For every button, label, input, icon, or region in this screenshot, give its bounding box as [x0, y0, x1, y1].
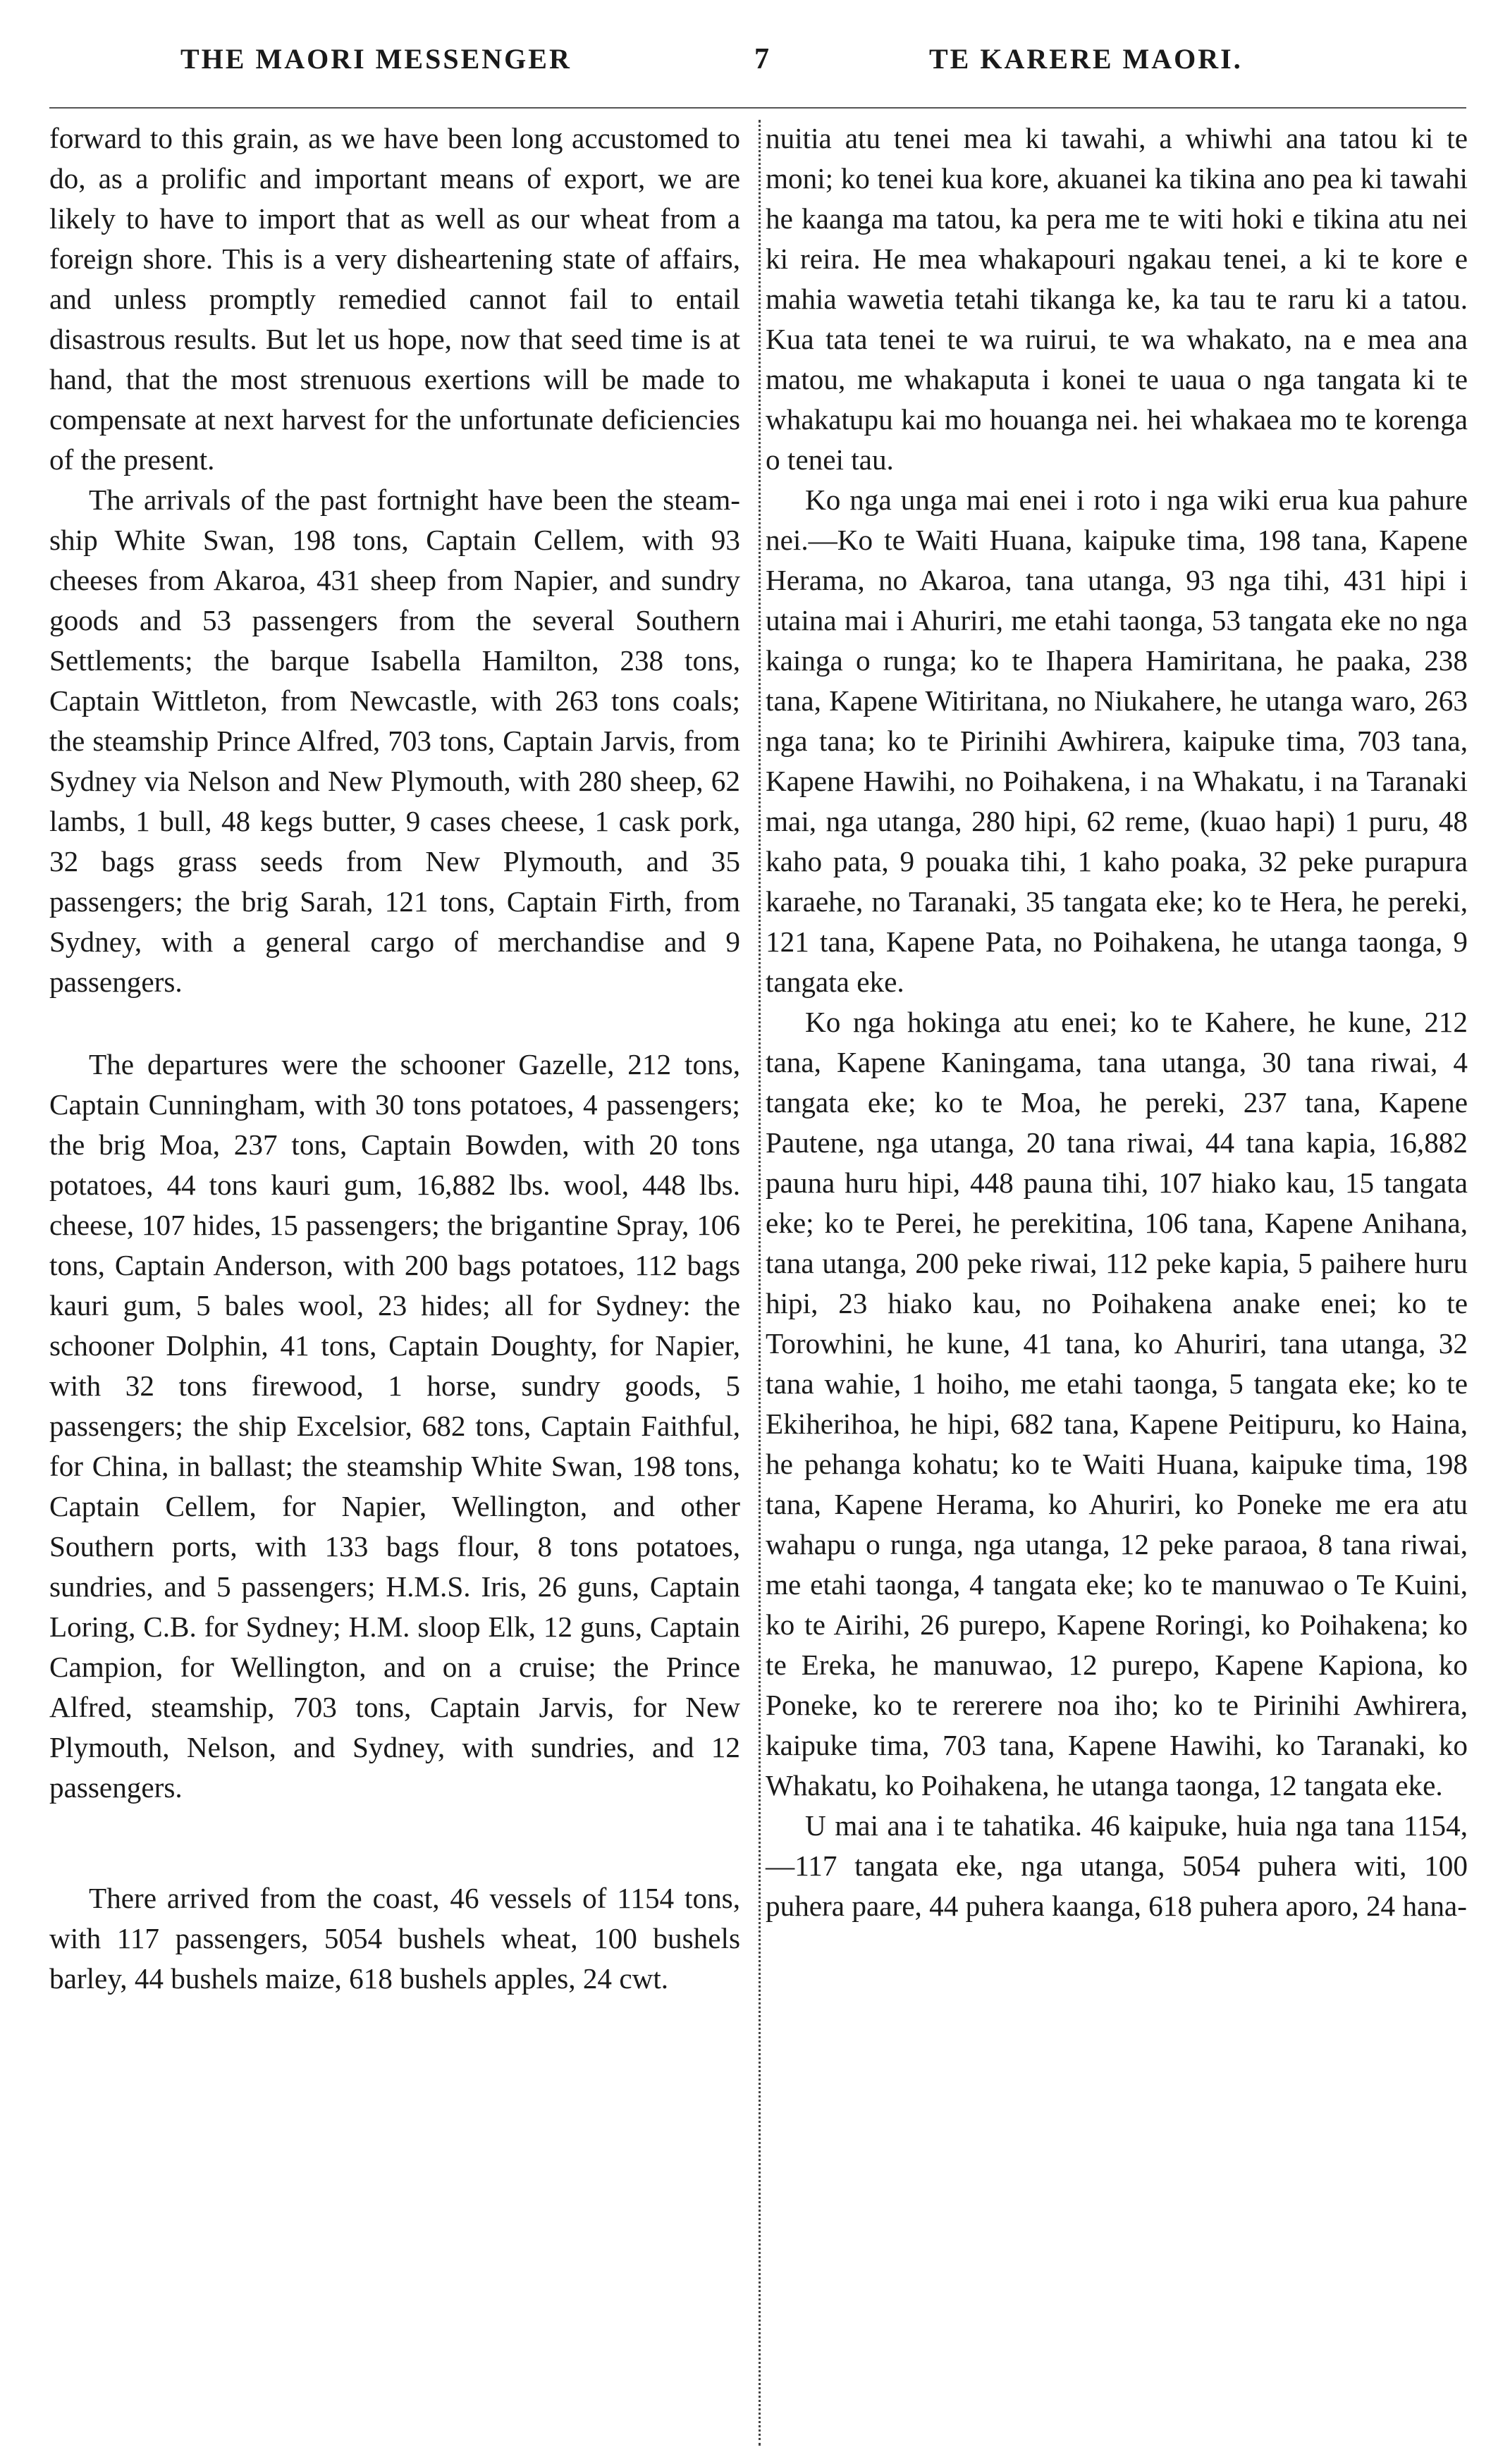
column-divider [759, 120, 761, 2446]
english-masthead: THE MAORI MESSENGER [180, 43, 572, 75]
maori-column [766, 118, 1468, 1926]
english-paragraph-arrivals: The arrivals of the past fortnight have been the steam-ship White Swan, 198 tons, Captain Cellem, with 93 cheeses from Akaroa, 431 sheep from Napier, and sundry goods and 53 passengers from the several Southern Settlements; the barque Isabella Hamilton, 238 tons, Captain Wittleton, from Newcastle, with 263 tons coals; the steamship Prince Alfred, 703 tons, Captain Jarvis, from Sydney via Nelson and New Plymouth, with 280 sheep, 62 lambs, 1 bull, 48 kegs butter, 9 cases cheese, 1 cask pork, 32 bags grass seeds from New Plymouth, and 35 passengers; the brig Sarah, 121 tons, Captain Firth, from Sydney, with a general cargo of merchandise and 9 passengers. [49, 483, 740, 998]
english-paragraph-grain: forward to this grain, as we have been long accustomed to do, as a prolific and important means of export, we are likely to have to import that as well as our wheat from a foreign shore. This is a very disheartening state of affairs, and unless promptly remedied cannot fail to entail disastrous results. But let us hope, now that seed time is at hand, that the most strenuous exertions will be made to compensate at next harvest for the unfortunate deficiencies of the present. [49, 122, 740, 476]
maori-paragraph-kaanga: nuitia atu tenei mea ki tawahi, a whiwhi ana tatou ki te moni; ko tenei kua kore, akuanei ka tikina ano pea ki tawahi he kaanga ma tatou, ka pera me te witi hoki e tikina atu nei ki reira. He mea whakapouri ngakau tenei, a ki te kore e mahia wawetia tetahi tikanga ke, ka tau te raru ki a tatou. Kua tata tenei te wa ruirui, te wa whakato, na e mea ana matou, me whakaputa i konei te uaua o nga tangata ki te whakatupu kai mo houanga nei. hei whakaea mo te korenga o tenei tau. [766, 122, 1468, 476]
header-rule [49, 107, 1466, 109]
page-header [0, 42, 1510, 92]
maori-masthead: TE KARERE MAORI. [929, 43, 1243, 75]
english-paragraph-departures: The departures were the schooner Gazelle, 212 tons, Captain Cunningham, with 30 tons potatoes, 4 passengers; the brig Moa, 237 tons, Captain Bowden, with 20 tons potatoes, 44 tons kauri gum, 16,882 lbs. wool, 448 lbs. cheese, 107 hides, 15 passengers; the brigantine Spray, 106 tons, Captain Anderson, with 200 bags potatoes, 112 bags kauri gum, 5 bales wool, 23 hides; all for Sydney: the schooner Dolphin, 41 tons, Captain Doughty, for Napier, with 32 tons firewood, 1 horse, sundry goods, 5 passengers; the ship Excelsior, 682 tons, Captain Faithful, for China, in ballast; the steamship White Swan, 198 tons, Captain Cellem, for Napier, Wellington, and other Southern ports, with 133 bags flour, 8 tons potatoes, sundries, and 5 passengers; H.M.S. Iris, 26 guns, Captain Loring, C.B. for Sydney; H.M. sloop Elk, 12 guns, Captain Campion, for Wellington, and on a cruise; the Prince Alfred, steamship, 703 tons, Captain Jarvis, for New Plymouth, Nelson, and Sydney, with sundries, and 12 passengers. [49, 1048, 740, 1804]
maori-paragraph-unga: Ko nga unga mai enei i roto i nga wiki erua kua pahure nei.—Ko te Waiti Huana, kaipuke tima, 198 tana, Kapene Herama, no Akaroa, tana utanga, 93 nga tihi, 431 hipi i utaina mai i Ahuriri, me etahi taonga, 53 tangata eke no nga kainga o runga; ko te Ihapera Hamiritana, he paaka, 238 tana, Kapene Witiritana, no Niukahere, he utanga waro, 263 nga tana; ko te Pirinihi Awhirera, kaipuke tima, 703 tana, Kapene Hawihi, no Poihakena, i na Whakatu, i na Taranaki mai, nga utanga, 280 hipi, 62 reme, (kuao hapi) 1 puru, 48 kaho pata, 9 pouaka tihi, 1 kaho poaka, 32 peke purapura karaehe, no Taranaki, 35 tangata eke; ko te Hera, he pereki, 121 tana, Kapene Pata, no Poihakena, he utanga taonga, 9 tangata eke. [766, 483, 1468, 998]
english-column [49, 118, 740, 1999]
maori-paragraph-tahatika: U mai ana i te tahatika. 46 kaipuke, huia nga tana 1154,—117 tangata eke, nga utanga, 5054 puhera witi, 100 puhera paare, 44 puhera kaanga, 618 puhera aporo, 24 hana- [766, 1809, 1468, 1922]
page-number: 7 [754, 43, 769, 75]
english-paragraph-coastal: There arrived from the coast, 46 vessels of 1154 tons, with 117 passengers, 5054 bushels wheat, 100 bushels barley, 44 bushels maize, 618 bushels apples, 24 cwt. [49, 1882, 740, 1995]
maori-paragraph-hokinga: Ko nga hokinga atu enei; ko te Kahere, he kune, 212 tana, Kapene Kaningama, tana utanga, 30 tana riwai, 4 tangata eke; ko te Moa, he pereki, 237 tana, Kapene Pautene, nga utanga, 20 tana riwai, 44 tana kapia, 16,882 pauna huru hipi, 448 pauna tihi, 107 hiako kau, 15 tangata eke; ko te Perei, he perekitina, 106 tana, Kapene Anihana, tana utanga, 200 peke riwai, 112 peke kapia, 5 paihere huru hipi, 23 hiako kau, no Poihakena anake enei; ko te Torowhini, he kune, 41 tana, ko Ahuriri, tana utanga, 32 tana wahie, 1 hoiho, me etahi taonga, 5 tangata eke; ko te Ekiherihoa, he hipi, 682 tana, Kapene Peitipuru, ko Haina, he pehanga kohatu; ko te Waiti Huana, kaipuke tima, 198 tana, Kapene Herama, ko Ahuriri, ko Poneke me era atu wahapu o runga, nga utanga, 12 peke paraoa, 8 tana riwai, me etahi taonga, 4 tangata eke; ko te manuwao o Te Kuini, ko te Airihi, 26 purepo, Kapene Roringi, ko Poihakena; ko te Ereka, he manuwao, 12 purepo, Kapene Kapiona, ko Poneke, ko te rererere noa iho; ko te Pirinihi Awhirera, kaipuke tima, 703 tana, Kapene Hawihi, ko Taranaki, ko Whakatu, ko Poihakena, he utanga taonga, 12 tangata eke. [766, 1006, 1468, 1801]
